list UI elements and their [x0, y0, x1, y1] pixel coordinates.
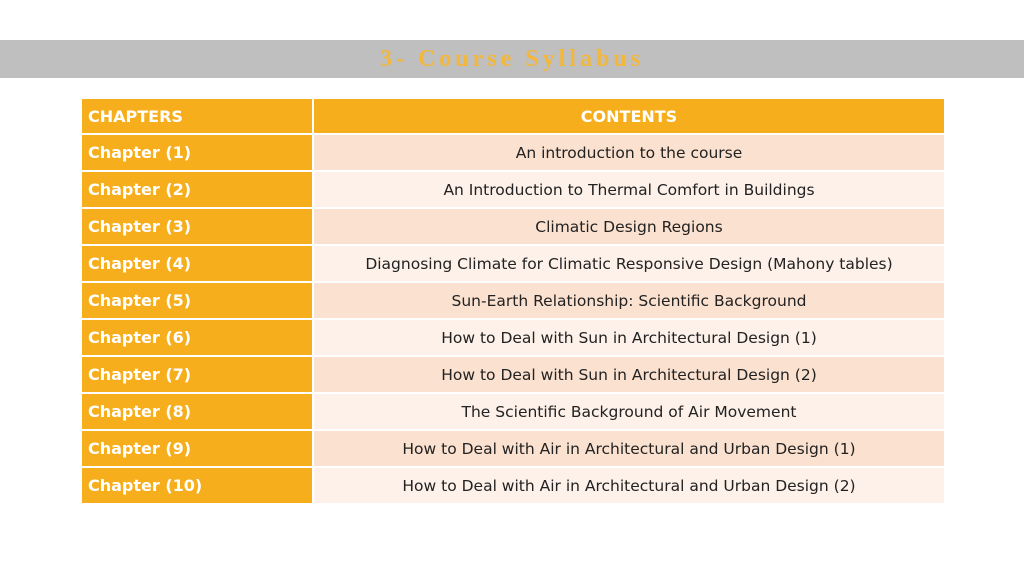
table-row	[81, 208, 945, 245]
chapter-cell: Chapter (3)	[81, 208, 313, 245]
content-cell: Sun-Earth Relationship: Scientific Background	[313, 282, 945, 319]
table-row	[81, 282, 945, 319]
content-cell: How to Deal with Air in Architectural and Urban Design (2)	[313, 467, 945, 504]
table-row	[81, 171, 945, 208]
table-row	[81, 134, 945, 171]
table-row	[81, 319, 945, 356]
table-row	[81, 356, 945, 393]
content-cell: The Scientific Background of Air Movement	[313, 393, 945, 430]
chapter-cell: Chapter (1)	[81, 134, 313, 171]
content-cell: How to Deal with Air in Architectural and Urban Design (1)	[313, 430, 945, 467]
content-cell: How to Deal with Sun in Architectural Design (2)	[313, 356, 945, 393]
content-cell: How to Deal with Sun in Architectural Design (1)	[313, 319, 945, 356]
content-cell: An Introduction to Thermal Comfort in Buildings	[313, 171, 945, 208]
slide-title: 3- Course Syllabus	[379, 45, 645, 72]
header-chapters: CHAPTERS	[81, 98, 313, 134]
table-row	[81, 430, 945, 467]
table-header-row	[81, 98, 945, 134]
chapter-cell: Chapter (9)	[81, 430, 313, 467]
table-row	[81, 245, 945, 282]
chapter-cell: Chapter (2)	[81, 171, 313, 208]
table-row	[81, 467, 945, 504]
title-band	[0, 40, 1024, 78]
chapter-cell: Chapter (8)	[81, 393, 313, 430]
chapter-cell: Chapter (6)	[81, 319, 313, 356]
chapter-cell: Chapter (7)	[81, 356, 313, 393]
header-contents: CONTENTS	[313, 98, 945, 134]
table-row	[81, 393, 945, 430]
content-cell: Diagnosing Climate for Climatic Responsive Design (Mahony tables)	[313, 245, 945, 282]
syllabus-table	[80, 97, 946, 505]
chapter-cell: Chapter (10)	[81, 467, 313, 504]
chapter-cell: Chapter (5)	[81, 282, 313, 319]
content-cell: An introduction to the course	[313, 134, 945, 171]
content-cell: Climatic Design Regions	[313, 208, 945, 245]
chapter-cell: Chapter (4)	[81, 245, 313, 282]
